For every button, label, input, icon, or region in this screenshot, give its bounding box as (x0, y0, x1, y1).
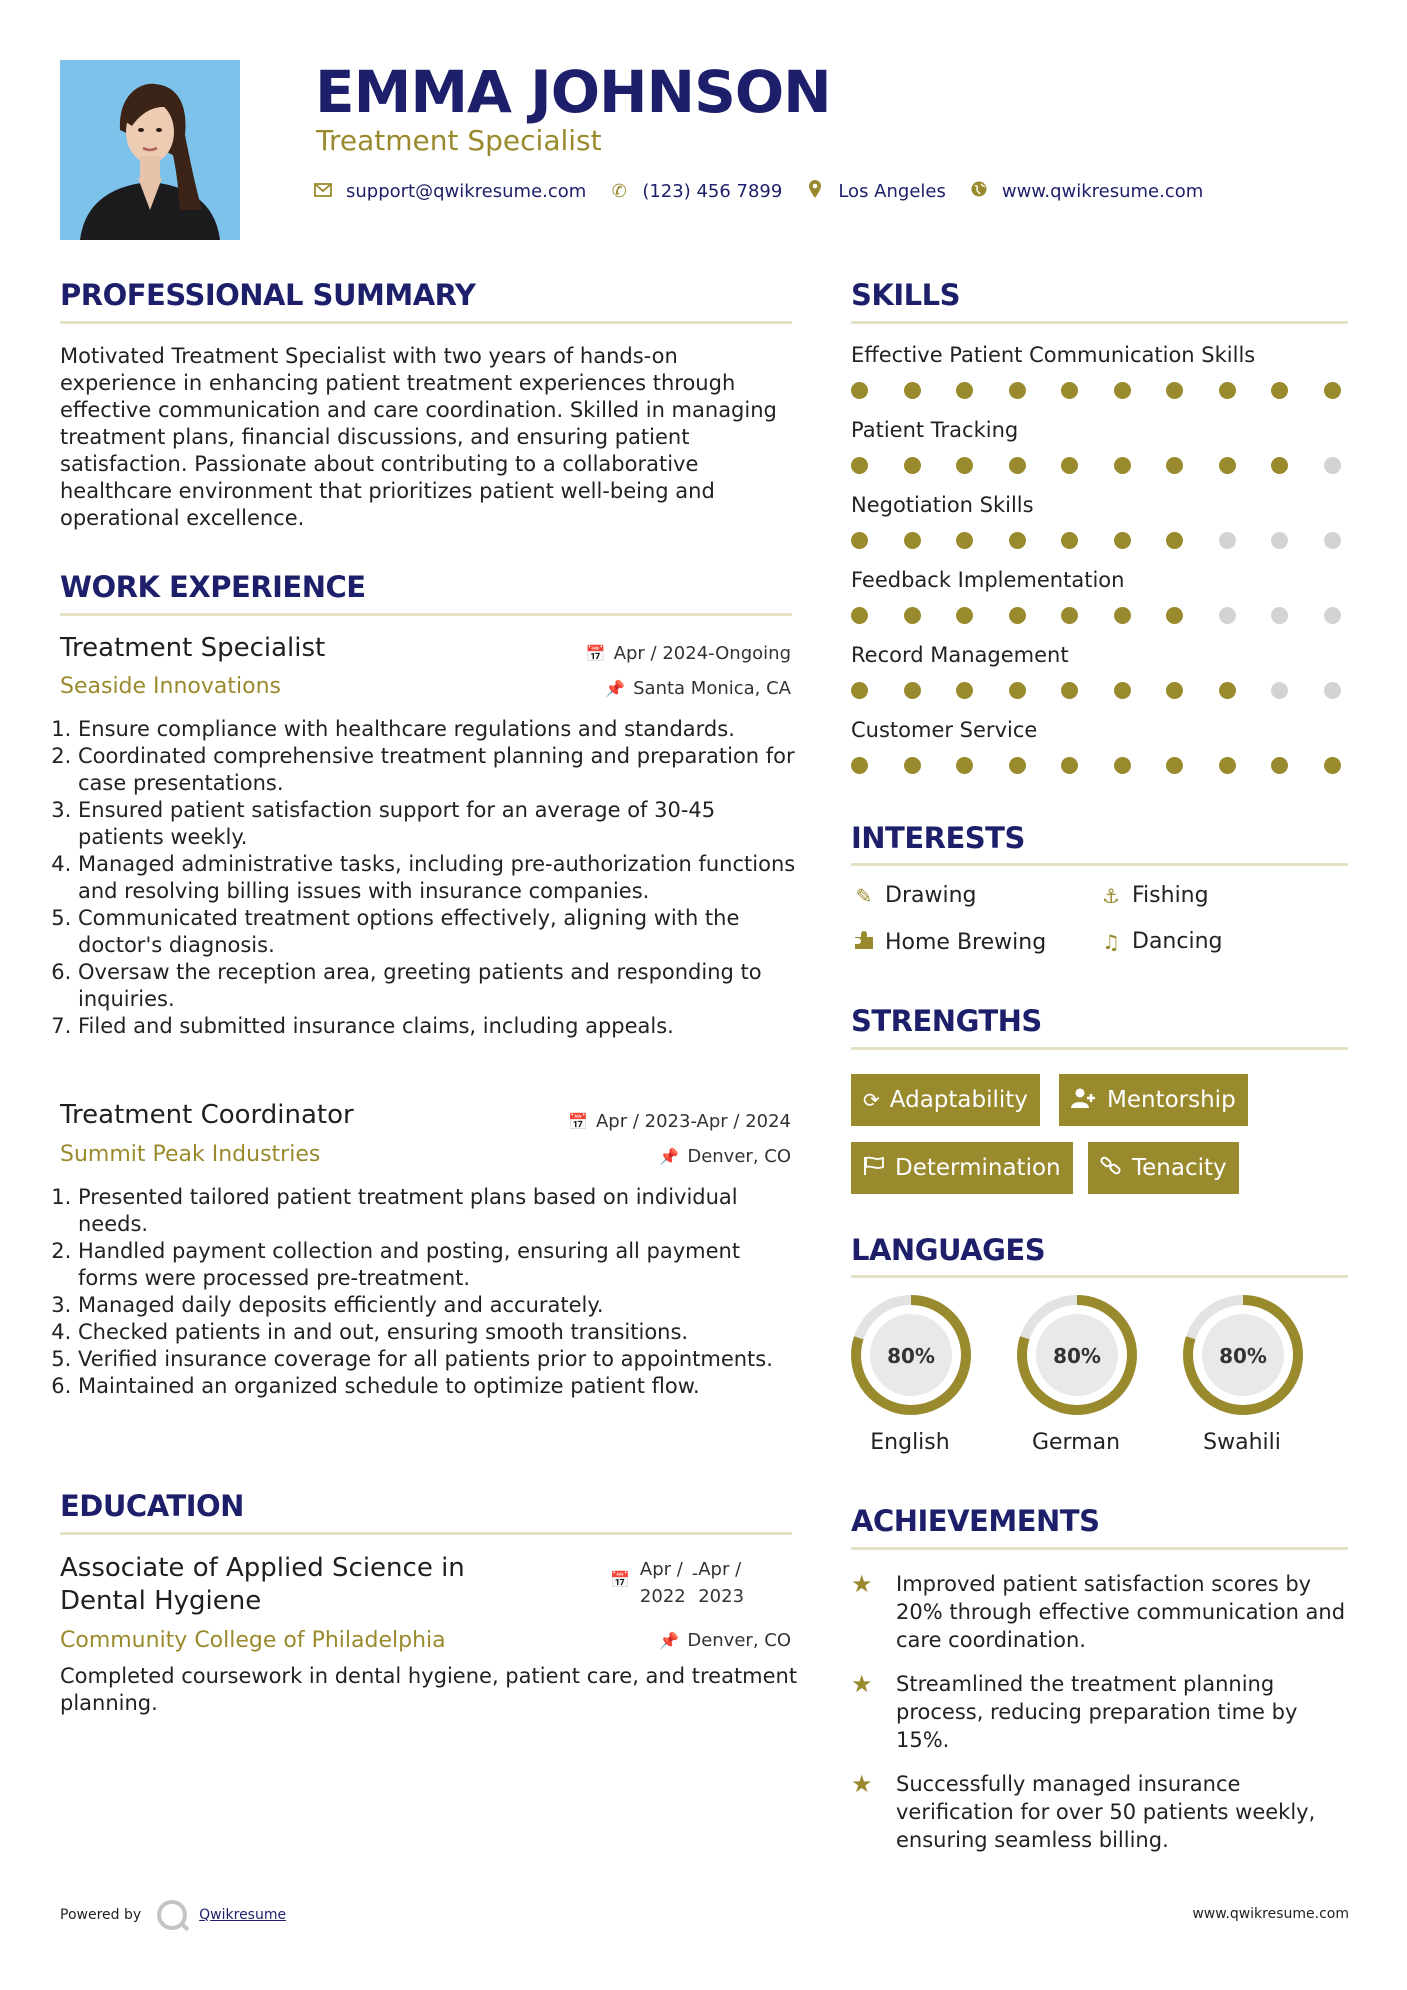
skill-name: Customer Service (851, 718, 1038, 742)
skills-heading: SKILLS (851, 278, 960, 312)
edu-date-dash: - (691, 1563, 699, 1584)
skill-dot (1324, 457, 1341, 474)
language-name: English (870, 1430, 950, 1455)
skill-dot (851, 382, 868, 399)
duty-item: 5. Verified insurance coverage for all patients prior to appointments. (78, 1346, 800, 1373)
job-title: Treatment Coordinator (60, 1100, 354, 1130)
interest-label: Dancing (1132, 929, 1223, 954)
duty-item: 6. Maintained an organized schedule to optimize patient flow. (78, 1373, 800, 1400)
achievement-item: Streamlined the treatment planning process, reducing preparation time by 15%. (896, 1672, 1298, 1752)
skill-dot (1271, 532, 1288, 549)
achievement-item: Successfully managed insurance verification for over 50 patients weekly, ensuring seamless billing. (896, 1772, 1316, 1852)
language-name: Swahili (1203, 1430, 1281, 1455)
job-duties (60, 1184, 800, 1400)
language-meter (1015, 1293, 1139, 1421)
duty-item: 5. Communicated treatment options effectively, aligning with the doctor's diagnosis. (78, 905, 800, 959)
duty-item: 2. Handled payment collection and posting, ensuring all payment forms were processed pre-treatment. (78, 1238, 800, 1292)
skill-dot (904, 382, 921, 399)
footer-powered-by (60, 1900, 286, 1930)
phone-icon: ✆ (611, 181, 627, 202)
strength-badge (851, 1142, 1073, 1194)
job-dates-text: Apr / 2023-Apr / 2024 (595, 1111, 791, 1132)
interest-label: Drawing (885, 883, 977, 908)
skill-dot (1271, 682, 1288, 699)
interests-heading: INTERESTS (851, 821, 1025, 855)
degree-line-2: Dental Hygiene (60, 1586, 262, 1616)
language-meter (849, 1293, 973, 1421)
strength-label: Mentorship (1107, 1087, 1236, 1113)
strength-badge (1059, 1074, 1248, 1126)
contact-phone[interactable]: (123) 456 7899 (642, 181, 783, 202)
edu-start-month: Apr / (639, 1559, 683, 1580)
skill-dot (956, 532, 973, 549)
skill-dot (1271, 457, 1288, 474)
edu-end-month: Apr / (698, 1559, 742, 1580)
skill-dot (1324, 382, 1341, 399)
job-title: Treatment Specialist (60, 633, 326, 663)
work-heading: WORK EXPERIENCE (60, 570, 366, 604)
skill-rating (851, 757, 1341, 774)
skill-dot (1009, 457, 1026, 474)
language-ring (1181, 1293, 1305, 1417)
puzzle-icon (851, 929, 877, 956)
skill-dot (1324, 607, 1341, 624)
strength-label: Adaptability (889, 1087, 1028, 1113)
skill-dot (1061, 682, 1078, 699)
skill-dot (904, 532, 921, 549)
achievements-divider (851, 1547, 1348, 1550)
strength-badge (851, 1074, 1040, 1126)
language-percent: 80% (887, 1344, 935, 1368)
work-divider (60, 613, 792, 616)
contact-website[interactable]: www.qwikresume.com (1001, 181, 1204, 202)
skill-dot (904, 607, 921, 624)
powered-by-text: Powered by (60, 1907, 142, 1923)
duty-item: 1. Ensure compliance with healthcare regulations and standards. (78, 716, 800, 743)
languages-heading: LANGUAGES (851, 1233, 1046, 1267)
skill-dot (1061, 607, 1078, 624)
degree-title (60, 1552, 580, 1618)
contact-location: Los Angeles (838, 181, 946, 202)
skill-dot (1219, 682, 1236, 699)
avatar (60, 60, 240, 240)
job-location-text: Santa Monica, CA (633, 678, 791, 699)
skill-dot (904, 757, 921, 774)
skill-dot (1009, 532, 1026, 549)
language-percent: 80% (1053, 1344, 1101, 1368)
skill-rating (851, 382, 1341, 399)
interests-divider (851, 863, 1348, 866)
duty-item: 7. Filed and submitted insurance claims, including appeals. (78, 1013, 800, 1040)
interest-item (851, 929, 1046, 956)
pin-icon: 📌 (659, 1147, 680, 1166)
skill-dot (1009, 382, 1026, 399)
skill-dot (1166, 682, 1183, 699)
interest-label: Fishing (1132, 883, 1209, 908)
profile-photo (60, 60, 240, 240)
job-company: Summit Peak Industries (60, 1142, 321, 1167)
strength-label: Tenacity (1132, 1155, 1227, 1181)
degree-line-1: Associate of Applied Science in (60, 1553, 465, 1583)
skill-name: Negotiation Skills (851, 493, 1034, 517)
contact-email[interactable]: support@qwikresume.com (346, 181, 587, 202)
skill-dot (1061, 382, 1078, 399)
skill-dot (1271, 757, 1288, 774)
pencil-icon: ✎ (855, 883, 873, 908)
refresh-icon: ⟳ (863, 1088, 880, 1112)
music-note-icon: ♫ (1102, 929, 1120, 954)
map-marker-icon (806, 180, 824, 203)
skill-dot (956, 682, 973, 699)
skill-dot (956, 607, 973, 624)
skill-dot (1166, 457, 1183, 474)
skill-dot (1009, 682, 1026, 699)
duty-item: 1. Presented tailored patient treatment plans based on individual needs. (78, 1184, 800, 1238)
footer-website[interactable]: www.qwikresume.com (1192, 1906, 1349, 1922)
job-dates-text: Apr / 2024-Ongoing (613, 643, 791, 664)
interest-item (851, 883, 976, 908)
skill-rating (851, 682, 1341, 699)
link-icon (1100, 1156, 1122, 1181)
globe-icon (970, 181, 988, 202)
skill-dot (1219, 757, 1236, 774)
duty-item: 4. Checked patients in and out, ensuring smooth transitions. (78, 1319, 800, 1346)
skill-dot (1114, 682, 1131, 699)
job-location-text: Denver, CO (687, 1146, 791, 1167)
language-percent: 80% (1219, 1344, 1267, 1368)
skill-rating (851, 457, 1341, 474)
pin-icon: 📌 (605, 679, 626, 698)
candidate-title: Treatment Specialist (316, 124, 602, 157)
skill-name: Patient Tracking (851, 418, 1019, 442)
skill-dot (1166, 757, 1183, 774)
skill-dot (1324, 757, 1341, 774)
skill-dot (1219, 607, 1236, 624)
skill-dot (1271, 607, 1288, 624)
education-location (659, 1630, 791, 1651)
job-duties (60, 716, 800, 1040)
language-ring (849, 1293, 973, 1417)
contact-bar (314, 180, 1227, 203)
job-dates (568, 1111, 791, 1132)
skill-dot (1061, 457, 1078, 474)
summary-text: Motivated Treatment Specialist with two years of hands-on experience in enhancing patient treatment experiences through effective communication and care coordination. Skilled in managing treatment plans, financial discussions, and ensuring patient satisfaction. Passionate about contributing to a collaborative healthcare environment that prioritizes patient well-being and operational excellence. (60, 344, 777, 530)
star-icon: ★ (851, 1570, 873, 1598)
duty-item: 2. Coordinated comprehensive treatment planning and preparation for case presentations. (78, 743, 800, 797)
skill-dot (1166, 532, 1183, 549)
skill-dot (1009, 607, 1026, 624)
calendar-icon: 📅 (585, 644, 606, 663)
skill-name: Feedback Implementation (851, 568, 1125, 592)
skill-dot (1061, 532, 1078, 549)
strengths-heading: STRENGTHS (851, 1004, 1042, 1038)
edu-start-year: 2022 (639, 1586, 686, 1607)
envelope-icon (314, 181, 332, 202)
skill-dot (1114, 382, 1131, 399)
star-icon: ★ (851, 1670, 873, 1698)
skill-rating (851, 607, 1341, 624)
education-text: Completed coursework in dental hygiene, patient care, and treatment planning. (60, 1664, 798, 1715)
job-location (659, 1146, 791, 1167)
anchor-icon: ⚓ (1102, 883, 1120, 908)
education-heading: EDUCATION (60, 1489, 244, 1523)
interest-label: Home Brewing (885, 930, 1047, 955)
flag-icon (863, 1156, 885, 1181)
job-company: Seaside Innovations (60, 674, 281, 699)
skill-dot (956, 757, 973, 774)
languages-divider (851, 1275, 1348, 1278)
skill-dot (956, 457, 973, 474)
duty-item: 3. Managed daily deposits efficiently and accurately. (78, 1292, 800, 1319)
strength-label: Determination (895, 1155, 1061, 1181)
job-location (605, 678, 791, 699)
skill-rating (851, 532, 1341, 549)
summary-divider (60, 321, 792, 324)
skill-dot (1219, 382, 1236, 399)
skill-dot (956, 382, 973, 399)
star-icon: ★ (851, 1770, 873, 1798)
skill-dot (904, 682, 921, 699)
skill-dot (1114, 607, 1131, 624)
job-dates (586, 643, 791, 664)
qwikresume-logo-icon (157, 1900, 187, 1930)
skill-dot (1324, 682, 1341, 699)
language-name: German (1031, 1430, 1121, 1455)
skill-dot (1009, 757, 1026, 774)
school-name: Community College of Philadelphia (60, 1628, 446, 1653)
summary-heading: PROFESSIONAL SUMMARY (60, 278, 476, 312)
skill-dot (851, 607, 868, 624)
interest-item (1098, 883, 1209, 908)
education-dates (610, 1556, 744, 1610)
skills-divider (851, 321, 1348, 324)
calendar-icon: 📅 (610, 1570, 630, 1589)
skill-dot (851, 457, 868, 474)
achievement-item: Improved patient satisfaction scores by 20% through effective communication and care coordination. (896, 1572, 1346, 1652)
calendar-icon: 📅 (568, 1112, 588, 1131)
skill-dot (904, 457, 921, 474)
edu-end-year: 2023 (698, 1586, 745, 1607)
skill-name: Effective Patient Communication Skills (851, 343, 1256, 367)
language-meter (1181, 1293, 1305, 1421)
education-location-text: Denver, CO (687, 1630, 791, 1651)
strengths-divider (851, 1047, 1348, 1050)
skill-dot (1219, 457, 1236, 474)
user-plus-icon (1071, 1088, 1097, 1113)
skill-dot (1114, 532, 1131, 549)
skill-dot (1324, 532, 1341, 549)
strength-badge (1088, 1142, 1239, 1194)
interest-item (1098, 929, 1222, 954)
duty-item: 6. Oversaw the reception area, greeting patients and responding to inquiries. (78, 959, 800, 1013)
duty-item: 3. Ensured patient satisfaction support for an average of 30-45 patients weekly. (78, 797, 800, 851)
skill-dot (851, 682, 868, 699)
candidate-name: EMMA JOHNSON (315, 58, 831, 126)
duty-item: 4. Managed administrative tasks, including pre-authorization functions and resolving billing issues with insurance companies. (78, 851, 800, 905)
skill-dot (1271, 382, 1288, 399)
pin-icon: 📌 (659, 1631, 680, 1650)
education-divider (60, 1532, 792, 1535)
skill-dot (1114, 457, 1131, 474)
skill-dot (1219, 532, 1236, 549)
skill-dot (1166, 382, 1183, 399)
skill-name: Record Management (851, 643, 1069, 667)
skill-dot (851, 532, 868, 549)
skill-dot (1114, 757, 1131, 774)
achievements-heading: ACHIEVEMENTS (851, 1504, 1100, 1538)
skill-dot (851, 757, 868, 774)
language-ring (1015, 1293, 1139, 1417)
skill-dot (1061, 757, 1078, 774)
skill-dot (1166, 607, 1183, 624)
footer-brand-link[interactable]: Qwikresume (199, 1907, 287, 1923)
